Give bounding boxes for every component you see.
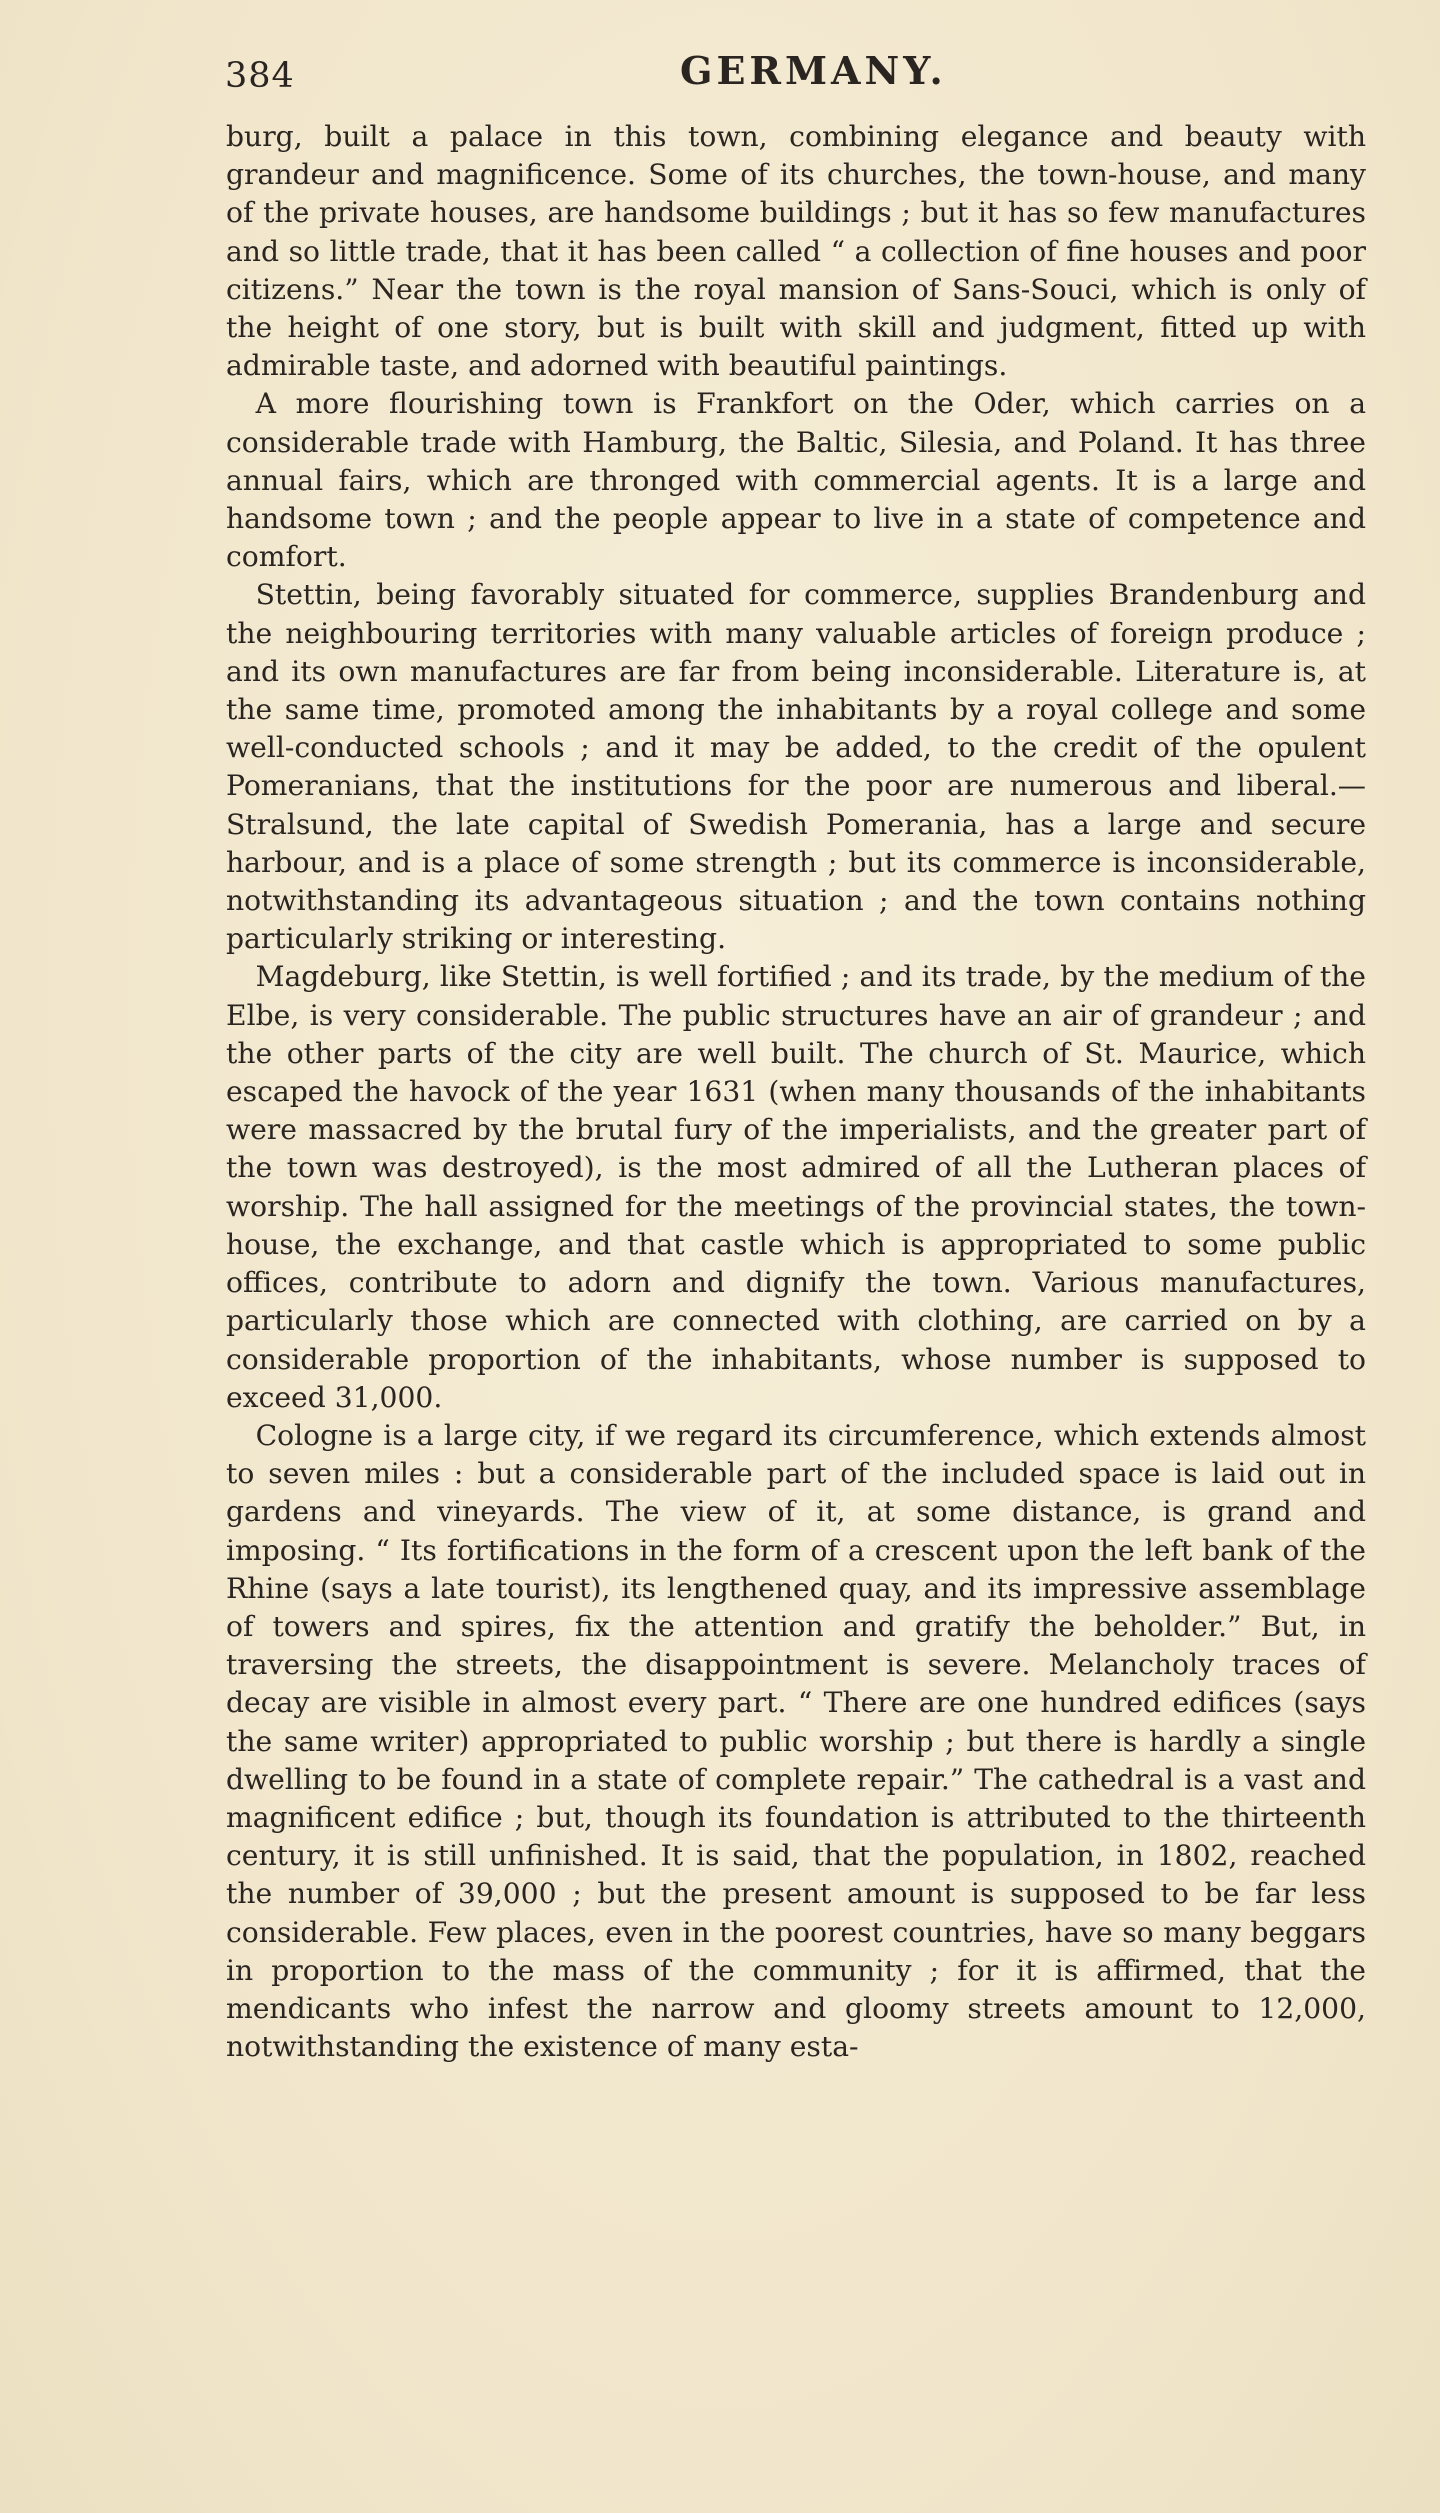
page-number: 384: [225, 56, 295, 96]
body-text: [226, 118, 1366, 2066]
running-title: GERMANY.: [680, 48, 947, 93]
paragraph-potsdam: burg, built a palace in this town, combining elegance and beauty with grandeur and magnificence. Some of its churches, the town-house, and many of the private houses, are handsome buildings ; but it has so few manufactures and so little trade, that it has been called “ a collection of fine houses and poor citizens.” Near the town is the royal mansion of Sans-Souci, which is only of the height of one story, but is built with skill and judgment, fitted up with admirable taste, and adorned with beautiful paintings.: [226, 120, 1366, 383]
paragraph-magdeburg: Magdeburg, like Stettin, is well fortified ; and its trade, by the medium of the Elbe, is very considerable. The public structures have an air of grandeur ; and the other parts of the city are well built. The church of St. Maurice, which escaped the havock of the year 1631 (when many thousands of the inhabitants were massacred by the brutal fury of the imperialists, and the greater part of the town was destroyed), is the most admired of all the Lutheran places of worship. The hall assigned for the meetings of the provincial states, the town-house, the exchange, and that castle which is appropriated to some public offices, contribute to adorn and dignify the town. Various manufactures, particularly those which are connected with clothing, are carried on by a considerable proportion of the inhabitants, whose number is supposed to exceed 31,000.: [226, 960, 1366, 1414]
paragraph-cologne: Cologne is a large city, if we regard its circumference, which extends almost to seven miles : but a considerable part of the included space is laid out in gardens and vineyards. The view of it, at some distance, is grand and imposing. “ Its fortifications in the form of a crescent upon the left bank of the Rhine (says a late tourist), its lengthened quay, and its impressive assemblage of towers and spires, fix the attention and gratify the beholder.” But, in traversing the streets, the disappointment is severe. Melancholy traces of decay are visible in almost every part. “ There are one hundred edifices (says the same writer) appropriated to public worship ; but there is hardly a single dwelling to be found in a state of complete repair.” The cathedral is a vast and magnificent edifice ; but, though its foundation is attributed to the thirteenth century, it is still unfinished. It is said, that the population, in 1802, reached the number of 39,000 ; but the present amount is supposed to be far less considerable. Few places, even in the poorest countries, have so many beggars in proportion to the mass of the community ; for it is affirmed, that the mendicants who infest the narrow and gloomy streets amount to 12,000, notwithstanding the existence of many esta-: [226, 1418, 1366, 2064]
paragraph-frankfort: A more flourishing town is Frankfort on the Oder, which carries on a considerable trade with Hamburg, the Baltic, Silesia, and Poland. It has three annual fairs, which are thronged with commercial agents. It is a large and handsome town ; and the people appear to live in a state of competence and comfort.: [226, 387, 1366, 574]
paragraph-stettin: Stettin, being favorably situated for commerce, supplies Brandenburg and the neighbouring territories with many valuable articles of foreign produce ; and its own manufactures are far from being inconsiderable. Literature is, at the same time, promoted among the inhabitants by a royal college and some well-conducted schools ; and it may be added, to the credit of the opulent Pomeranians, that the institutions for the poor are numerous and liberal.— Stralsund, the late capital of Swedish Pomerania, has a large and secure harbour, and is a place of some strength ; but its commerce is inconsiderable, notwithstanding its advantageous situation ; and the town contains nothing particularly striking or interesting.: [226, 578, 1366, 956]
page-header: [225, 48, 1395, 104]
